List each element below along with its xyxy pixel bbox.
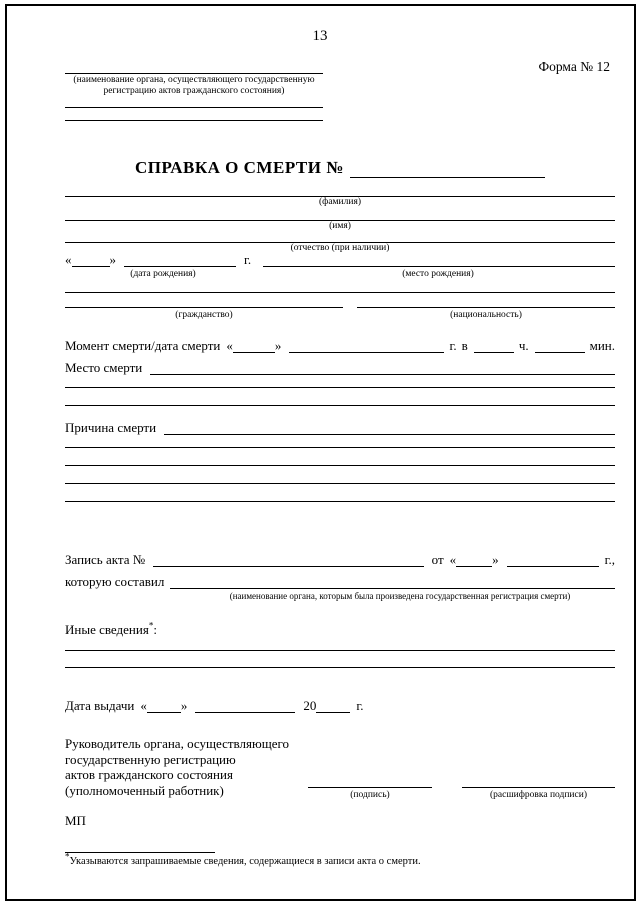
death-cause-line-2 <box>65 447 615 448</box>
from-word: от <box>431 552 444 567</box>
death-cause-label: Причина смерти <box>65 420 157 435</box>
open-quote: « <box>65 252 72 267</box>
death-cause-line-5 <box>65 501 615 502</box>
org-head-line-3: актов гражданского состояния <box>65 767 233 782</box>
birth-place-caption: (место рождения) <box>402 269 474 279</box>
birth-month-blank <box>124 252 236 267</box>
close-quote: » <box>492 552 499 567</box>
footnote-asterisk: * <box>148 620 154 631</box>
year-abbrev-comma: г., <box>604 552 615 567</box>
death-month-blank <box>289 338 443 353</box>
seal-placeholder-label: МП <box>65 813 86 828</box>
year-abbrev: г. <box>449 338 457 353</box>
issue-year-blank <box>316 698 350 713</box>
death-place-line-2 <box>65 387 615 388</box>
issue-date-row <box>65 698 395 713</box>
certificate-number-blank <box>350 159 545 178</box>
in-word: в <box>461 338 468 353</box>
close-quote: » <box>180 698 188 713</box>
reg-org-caption: (наименование органа, которым была произведена государственная регистрация смерти) <box>229 591 571 601</box>
org-head-line-4: (уполномоченный работник) <box>65 782 224 798</box>
nationality-line <box>357 307 615 308</box>
death-cause-line-4 <box>65 483 615 484</box>
death-place-row <box>65 360 615 375</box>
reg-org-caption-row <box>65 591 615 602</box>
patronymic-caption: (отчество (при наличии) <box>290 243 390 253</box>
act-number-blank <box>153 552 423 567</box>
other-info-line-1 <box>65 650 615 651</box>
hours-abbrev: ч. <box>518 338 529 353</box>
death-minute-blank <box>535 338 585 353</box>
issue-date-label: Дата выдачи <box>65 698 135 713</box>
footnote-text: Указываются запрашиваемые сведения, содержащиеся в записи акта о смерти. <box>69 856 421 867</box>
minutes-abbrev: мин. <box>589 338 615 353</box>
composed-by-blank <box>170 574 615 589</box>
birth-row <box>65 252 615 267</box>
org-name-line-2 <box>65 107 323 108</box>
footnote-asterisk: * <box>65 851 70 862</box>
composed-by-label: которую составил <box>65 574 165 589</box>
nationality-caption: (национальность) <box>450 310 522 320</box>
other-info-label-row <box>65 622 157 638</box>
death-place-blank <box>150 360 615 375</box>
birth-place-blank <box>263 252 615 267</box>
act-month-blank <box>507 552 599 567</box>
death-place-line-3 <box>65 405 615 406</box>
death-cause-line-3 <box>65 465 615 466</box>
close-quote: » <box>109 252 116 267</box>
death-moment-label: Момент смерти/дата смерти <box>65 338 221 353</box>
document-title: СПРАВКА О СМЕРТИ № <box>135 158 344 177</box>
open-quote: « <box>226 338 233 353</box>
death-day-blank <box>233 338 275 353</box>
first-name-caption: (имя) <box>329 221 351 231</box>
death-place-label: Место смерти <box>65 360 143 375</box>
act-record-row <box>65 552 615 567</box>
birth-day-blank <box>72 252 110 267</box>
org-name-block <box>65 73 323 121</box>
first-name-field <box>65 220 615 232</box>
org-head-block <box>65 736 315 798</box>
death-hour-blank <box>474 338 514 353</box>
death-cause-blank <box>164 420 615 435</box>
death-moment-row <box>65 338 615 353</box>
other-info-line-2 <box>65 667 615 668</box>
form-number-label: Форма № 12 <box>538 59 610 74</box>
org-head-line-1: Руководитель органа, осуществляющего <box>65 736 289 751</box>
blank-line-1 <box>65 292 615 293</box>
close-quote: » <box>274 338 282 353</box>
signature-name-line <box>462 787 615 788</box>
year-abbrev: г. <box>244 252 252 267</box>
composed-by-row <box>65 574 615 589</box>
year-abbrev: г. <box>356 698 364 713</box>
birth-date-caption: (дата рождения) <box>130 269 196 279</box>
act-day-blank <box>456 552 492 567</box>
signature-name-caption: (расшифровка подписи) <box>490 790 587 800</box>
footnote <box>65 851 615 867</box>
act-record-label: Запись акта № <box>65 552 146 567</box>
death-cause-row <box>65 420 615 435</box>
surname-field <box>65 196 615 208</box>
century-prefix: 20 <box>303 698 317 713</box>
signature-caption: (подпись) <box>350 790 390 800</box>
issue-month-blank <box>195 698 295 713</box>
other-info-colon: : <box>153 622 157 637</box>
open-quote: « <box>449 552 457 567</box>
surname-caption: (фамилия) <box>319 197 361 207</box>
footnote-separator-line <box>65 852 215 853</box>
citizenship-caption: (гражданство) <box>175 310 233 320</box>
issue-day-blank <box>147 698 181 713</box>
org-name-line-3 <box>65 120 323 121</box>
page-number: 13 <box>312 28 328 44</box>
document-title-row <box>135 158 545 178</box>
signature-line <box>308 787 432 788</box>
org-name-caption: (наименование органа, осуществляющего государственную регистрацию актов гражданского состояния) <box>73 75 315 96</box>
citizenship-line <box>65 307 343 308</box>
citizenship-captions-row <box>65 310 615 321</box>
open-quote: « <box>140 698 147 713</box>
other-info-label: Иные сведения <box>65 622 149 637</box>
org-head-line-2: государственную регистрацию <box>65 751 236 767</box>
birth-captions-row <box>65 269 615 280</box>
org-name-line-1 <box>65 73 323 74</box>
